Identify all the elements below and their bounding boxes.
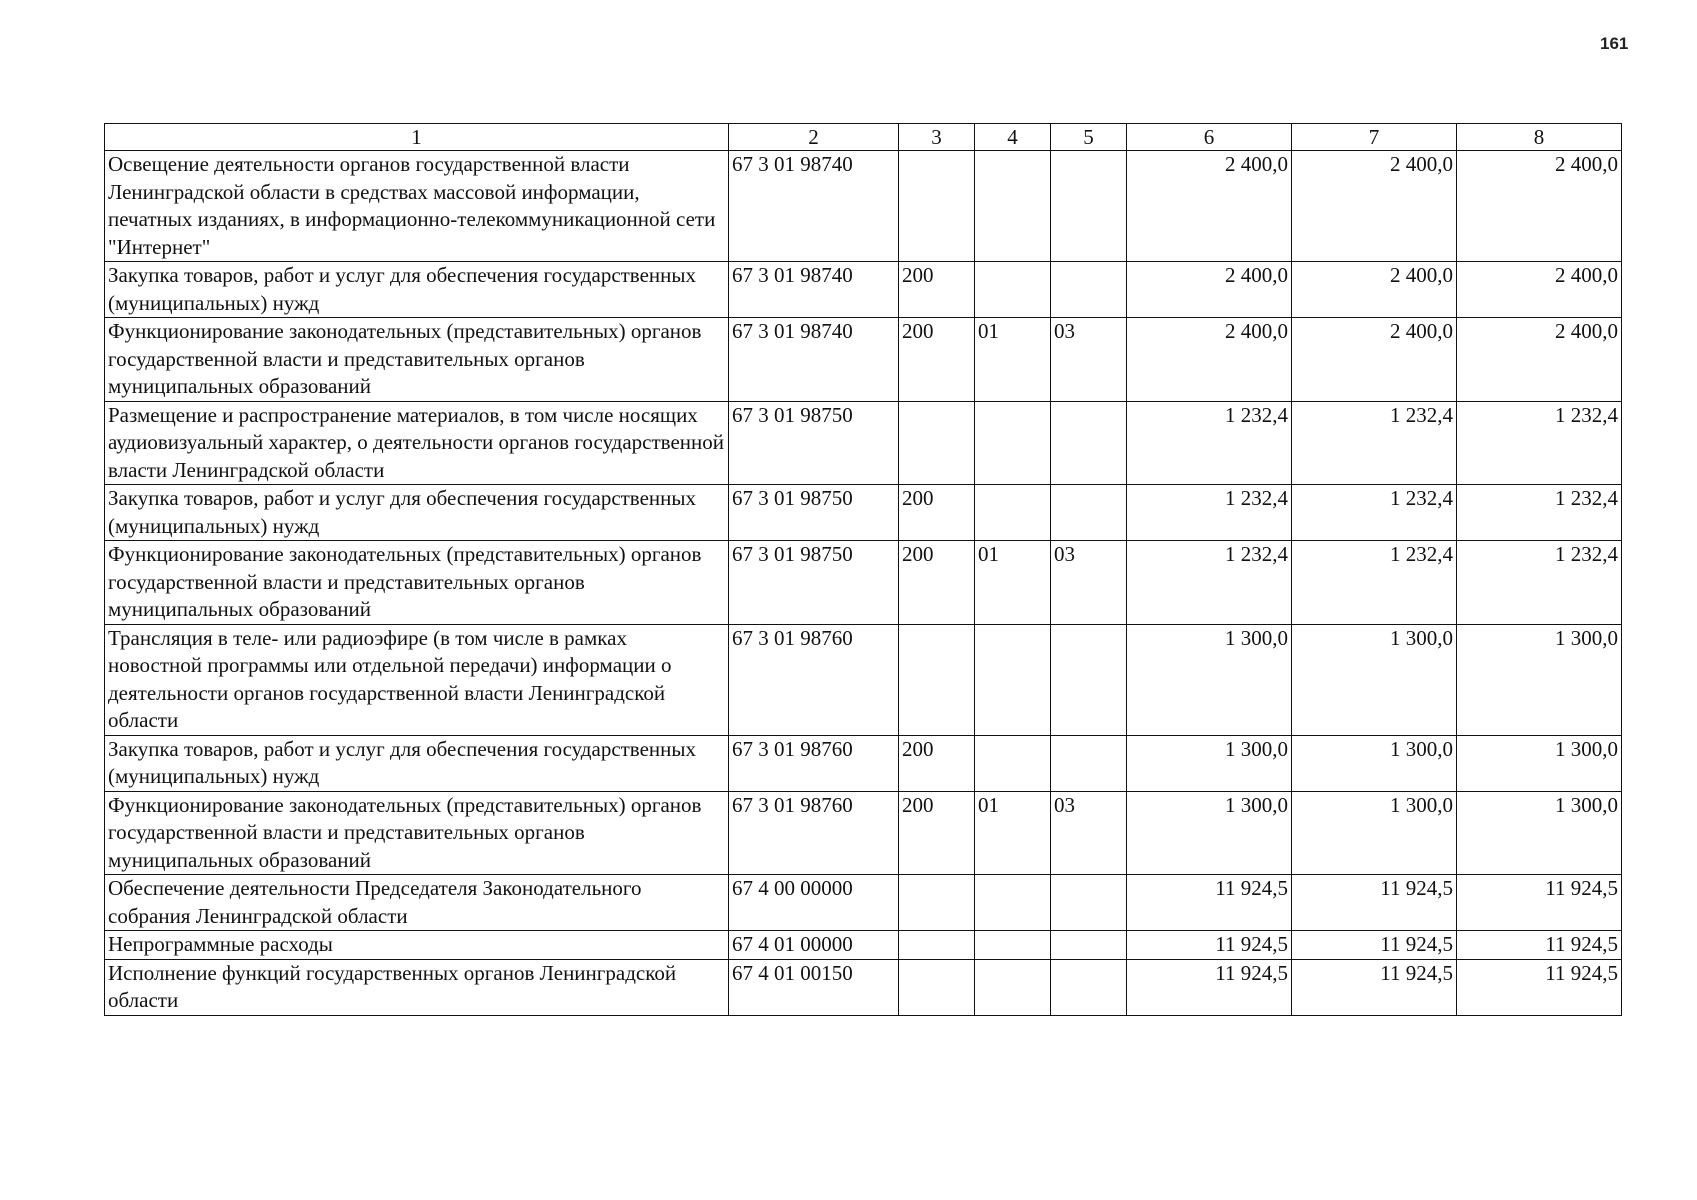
row-col4-cell: 01: [975, 541, 1051, 625]
row-col4-cell: 01: [975, 791, 1051, 875]
table-row: [105, 875, 1622, 931]
table-row: [105, 318, 1622, 402]
row-value8-cell: 11 924,5: [1457, 959, 1622, 1015]
column-header-6: 6: [1127, 124, 1292, 151]
page-number: 161: [1600, 34, 1629, 53]
row-code-cell: 67 4 01 00000: [729, 931, 899, 960]
row-code-cell: 67 3 01 98740: [729, 151, 899, 262]
table-row: [105, 151, 1622, 262]
row-name-cell: Закупка товаров, работ и услуг для обеспечения государственных (муниципальных) нужд: [105, 485, 729, 541]
row-value8-cell: 1 300,0: [1457, 624, 1622, 735]
row-value6-cell: 1 232,4: [1127, 485, 1292, 541]
row-value6-cell: 1 300,0: [1127, 735, 1292, 791]
row-value8-cell: 2 400,0: [1457, 151, 1622, 262]
row-value6-cell: 1 300,0: [1127, 791, 1292, 875]
row-col4-cell: [975, 485, 1051, 541]
column-header-1: 1: [105, 124, 729, 151]
row-name-cell: Непрограммные расходы: [105, 931, 729, 960]
row-value8-cell: 1 300,0: [1457, 735, 1622, 791]
row-value7-cell: 2 400,0: [1292, 318, 1457, 402]
row-col3-cell: 200: [899, 262, 975, 318]
row-value6-cell: 2 400,0: [1127, 318, 1292, 402]
row-col3-cell: [899, 875, 975, 931]
row-value7-cell: 2 400,0: [1292, 151, 1457, 262]
table-row: [105, 931, 1622, 960]
row-col5-cell: [1051, 959, 1127, 1015]
row-col3-cell: [899, 931, 975, 960]
row-name-cell: Освещение деятельности органов государственной власти Ленинградской области в средствах массовой информации, печатных изданиях, в информационно-телекоммуникационной сети "Интернет": [105, 151, 729, 262]
row-value7-cell: 11 924,5: [1292, 959, 1457, 1015]
row-code-cell: 67 4 00 00000: [729, 875, 899, 931]
row-col5-cell: [1051, 931, 1127, 960]
row-value7-cell: 1 232,4: [1292, 485, 1457, 541]
column-header-2: 2: [729, 124, 899, 151]
table-row: [105, 401, 1622, 485]
table-row: [105, 624, 1622, 735]
row-col4-cell: [975, 262, 1051, 318]
table-row: [105, 791, 1622, 875]
row-code-cell: 67 3 01 98740: [729, 262, 899, 318]
row-col4-cell: [975, 151, 1051, 262]
row-col5-cell: [1051, 875, 1127, 931]
row-code-cell: 67 3 01 98760: [729, 624, 899, 735]
row-value6-cell: 1 232,4: [1127, 541, 1292, 625]
row-col3-cell: [899, 401, 975, 485]
row-col3-cell: 200: [899, 485, 975, 541]
row-col5-cell: [1051, 401, 1127, 485]
row-value6-cell: 1 300,0: [1127, 624, 1292, 735]
row-value8-cell: 1 232,4: [1457, 401, 1622, 485]
row-value6-cell: 11 924,5: [1127, 875, 1292, 931]
row-value8-cell: 11 924,5: [1457, 931, 1622, 960]
row-col3-cell: [899, 624, 975, 735]
row-code-cell: 67 4 01 00150: [729, 959, 899, 1015]
row-value8-cell: 2 400,0: [1457, 262, 1622, 318]
row-col4-cell: [975, 624, 1051, 735]
row-col5-cell: 03: [1051, 791, 1127, 875]
row-name-cell: Исполнение функций государственных органов Ленинградской области: [105, 959, 729, 1015]
row-value7-cell: 1 232,4: [1292, 401, 1457, 485]
row-col5-cell: [1051, 624, 1127, 735]
row-name-cell: Закупка товаров, работ и услуг для обеспечения государственных (муниципальных) нужд: [105, 735, 729, 791]
row-value8-cell: 1 232,4: [1457, 541, 1622, 625]
row-col4-cell: [975, 959, 1051, 1015]
row-code-cell: 67 3 01 98750: [729, 485, 899, 541]
row-name-cell: Функционирование законодательных (представительных) органов государственной власти и представительных органов муниципальных образований: [105, 791, 729, 875]
column-header-8: 8: [1457, 124, 1622, 151]
row-col5-cell: [1051, 735, 1127, 791]
row-value7-cell: 1 300,0: [1292, 624, 1457, 735]
table-header-row: [105, 124, 1622, 151]
row-name-cell: Функционирование законодательных (представительных) органов государственной власти и представительных органов муниципальных образований: [105, 541, 729, 625]
row-code-cell: 67 3 01 98750: [729, 541, 899, 625]
column-header-5: 5: [1051, 124, 1127, 151]
column-header-3: 3: [899, 124, 975, 151]
row-value6-cell: 11 924,5: [1127, 959, 1292, 1015]
row-value8-cell: 1 300,0: [1457, 791, 1622, 875]
row-value7-cell: 11 924,5: [1292, 875, 1457, 931]
row-col3-cell: 200: [899, 791, 975, 875]
row-value6-cell: 2 400,0: [1127, 262, 1292, 318]
row-value8-cell: 1 232,4: [1457, 485, 1622, 541]
row-col3-cell: 200: [899, 541, 975, 625]
row-name-cell: Размещение и распространение материалов, в том числе носящих аудиовизуальный характер, о деятельности органов государственной власти Ленинградской области: [105, 401, 729, 485]
column-header-4: 4: [975, 124, 1051, 151]
row-value7-cell: 1 232,4: [1292, 541, 1457, 625]
row-col3-cell: [899, 151, 975, 262]
row-col5-cell: [1051, 151, 1127, 262]
row-value7-cell: 2 400,0: [1292, 262, 1457, 318]
table-row: [105, 485, 1622, 541]
row-value6-cell: 1 232,4: [1127, 401, 1292, 485]
row-name-cell: Закупка товаров, работ и услуг для обеспечения государственных (муниципальных) нужд: [105, 262, 729, 318]
row-value7-cell: 1 300,0: [1292, 791, 1457, 875]
row-col3-cell: 200: [899, 735, 975, 791]
row-code-cell: 67 3 01 98750: [729, 401, 899, 485]
row-value8-cell: 2 400,0: [1457, 318, 1622, 402]
row-value6-cell: 11 924,5: [1127, 931, 1292, 960]
row-name-cell: Трансляция в теле- или радиоэфире (в том числе в рамках новостной программы или отдельной передачи) информации о деятельности органов государственной власти Ленинградской области: [105, 624, 729, 735]
row-col3-cell: [899, 959, 975, 1015]
row-name-cell: Обеспечение деятельности Председателя Законодательного собрания Ленинградской области: [105, 875, 729, 931]
row-col4-cell: [975, 931, 1051, 960]
row-col4-cell: [975, 875, 1051, 931]
row-value8-cell: 11 924,5: [1457, 875, 1622, 931]
row-col5-cell: [1051, 485, 1127, 541]
row-code-cell: 67 3 01 98760: [729, 735, 899, 791]
row-value7-cell: 1 300,0: [1292, 735, 1457, 791]
row-col5-cell: [1051, 262, 1127, 318]
row-col3-cell: 200: [899, 318, 975, 402]
row-col5-cell: 03: [1051, 541, 1127, 625]
row-col4-cell: 01: [975, 318, 1051, 402]
column-header-7: 7: [1292, 124, 1457, 151]
row-value6-cell: 2 400,0: [1127, 151, 1292, 262]
row-col5-cell: 03: [1051, 318, 1127, 402]
row-code-cell: 67 3 01 98740: [729, 318, 899, 402]
row-name-cell: Функционирование законодательных (представительных) органов государственной власти и представительных органов муниципальных образований: [105, 318, 729, 402]
table-row: [105, 959, 1622, 1015]
row-col4-cell: [975, 735, 1051, 791]
row-value7-cell: 11 924,5: [1292, 931, 1457, 960]
table-row: [105, 541, 1622, 625]
table-row: [105, 735, 1622, 791]
row-code-cell: 67 3 01 98760: [729, 791, 899, 875]
table-body: [105, 151, 1622, 1016]
budget-table: [104, 123, 1622, 1016]
table-row: [105, 262, 1622, 318]
row-col4-cell: [975, 401, 1051, 485]
